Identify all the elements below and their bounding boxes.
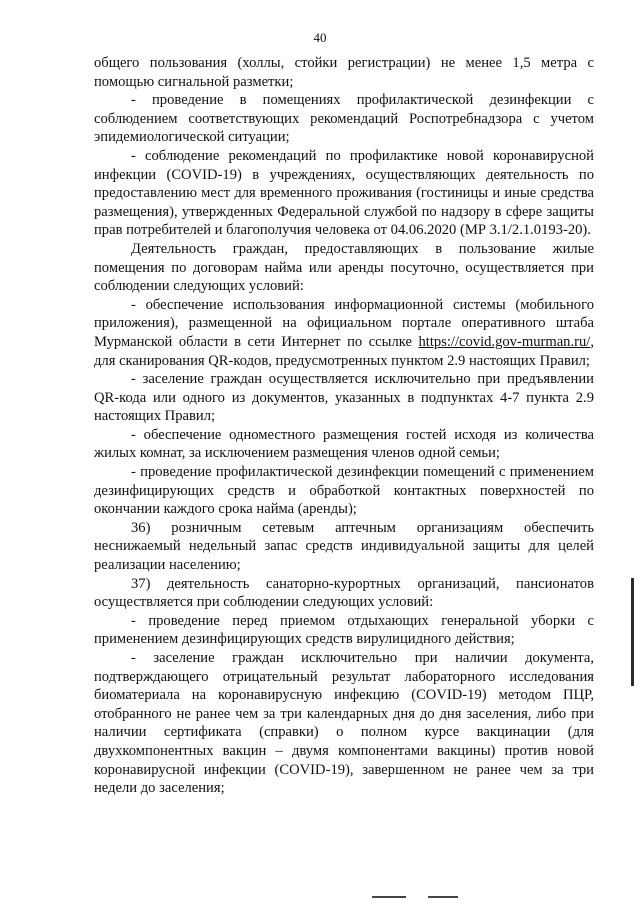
paragraph-6: - заселение граждан осуществляется исключительно при предъявлении QR-кода или одного из документов, указанных в подпунктах 4-7 пункта 2.9 настоящих Правил; [94, 371, 594, 425]
paragraph-2: - проведение в помещениях профилактической дезинфекции с соблюдением соответствующих рекомендаций Роспотребнадзора с учетом эпидемиологической ситуации; [94, 92, 594, 146]
paragraph-5 [94, 296, 594, 370]
paragraph-3: - соблюдение рекомендаций по профилактике новой коронавирусной инфекции (COVID-19) в учреждениях, осуществляющих деятельность по предоставлению мест для временного проживания (гостиницы и иные средства размещения), утвержденных Федеральной службой по надзору в сфере защиты прав потребителей и благополучия человека от 04.06.2020 (МР 3.1/2.1.0193-20). [94, 147, 594, 239]
paragraph-12: - заселение граждан исключительно при наличии документа, подтверждающего отрицательный результат лабораторного исследования биоматериала на коронавирусную инфекцию (COVID-19) методом ПЦР, отобранного не ранее чем за три календарных дня до дня заселения, либо при наличии сертификата (справки) о полном курсе вакцинации (для двухкомпонентных вакцин – двумя компонентами вакцины) против новой коронавирусной инфекции (COVID-19), завершенном не ранее чем за три недели до заселения; [94, 650, 594, 797]
document-body [94, 54, 594, 798]
paragraph-9: 36) розничным сетевым аптечным организациям обеспечить неснижаемый недельный запас средств индивидуальной защиты для целей реализации населению; [94, 519, 594, 574]
scan-edge-mark [631, 578, 634, 686]
paragraph-5-text-before: - обеспечение использования информационной системы (мобильного приложения), размещенной на официальном портале оперативного штаба Мурманской области в сети Интернет по ссылке [94, 296, 594, 350]
paragraph-5-text-after: , для сканирования QR-кодов, предусмотренных пунктом 2.9 настоящих Правил; [94, 333, 594, 369]
covid-portal-link[interactable]: https://covid.gov-murman.ru/ [418, 333, 591, 350]
page-number: 40 [313, 30, 327, 45]
scan-bottom-mark-2 [428, 896, 458, 898]
paragraph-4: Деятельность граждан, предоставляющих в пользование жилые помещения по договорам найма или аренды посуточно, осуществляется при соблюдении следующих условий: [94, 240, 594, 295]
paragraph-7: - обеспечение одноместного размещения гостей исходя из количества жилых комнат, за исключением размещения членов одной семьи; [94, 426, 594, 462]
paragraph-8: - проведение профилактической дезинфекции помещений с применением дезинфицирующих средств и обработкой контактных поверхностей по окончании каждого срока найма (аренды); [94, 464, 594, 518]
paragraph-11: - проведение перед приемом отдыхающих генеральной уборки с применением дезинфицирующих средств вирулицидного действия; [94, 612, 594, 648]
paragraph-1: общего пользования (холлы, стойки регистрации) не менее 1,5 метра с помощью сигнальной разметки; [94, 55, 594, 90]
paragraph-10: 37) деятельность санаторно-курортных организаций, пансионатов осуществляется при соблюдении следующих условий: [94, 575, 594, 611]
scan-bottom-mark-1 [372, 896, 406, 898]
